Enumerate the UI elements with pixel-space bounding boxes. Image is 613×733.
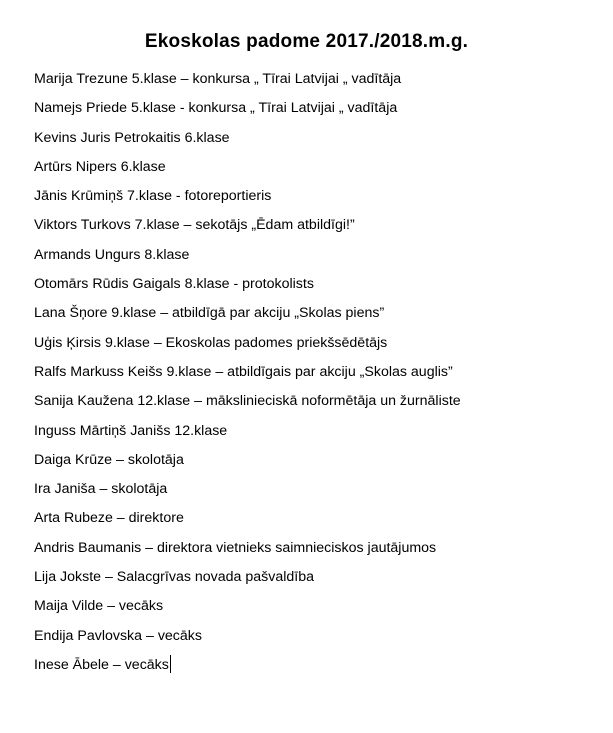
member-text: Otomārs Rūdis Gaigals 8.klase - protokolists bbox=[34, 276, 314, 293]
member-text: Armands Ungurs 8.klase bbox=[34, 246, 190, 263]
list-item bbox=[34, 566, 594, 595]
member-text: Uģis Ķirsis 9.klase – Ekoskolas padomes priekšsēdētājs bbox=[34, 334, 388, 351]
member-text: Lana Šņore 9.klase – atbildīgā par akciju „Skolas piens” bbox=[34, 305, 385, 322]
list-item bbox=[34, 390, 594, 419]
list-item bbox=[34, 244, 594, 273]
member-text: Andris Baumanis – direktora vietnieks saimnieciskos jautājumos bbox=[34, 539, 437, 556]
member-text: Jānis Krūmiņš 7.klase - fotoreportieris bbox=[34, 188, 272, 205]
list-item bbox=[34, 214, 594, 243]
member-text: Inguss Mārtiņš Janišs 12.klase bbox=[34, 422, 228, 439]
list-item bbox=[34, 420, 594, 449]
member-text: Ralfs Markuss Keišs 9.klase – atbildīgais par akciju „Skolas auglis” bbox=[34, 363, 453, 380]
member-text: Inese Ābele – vecāks bbox=[34, 656, 169, 673]
member-text: Daiga Krūze – skolotāja bbox=[34, 451, 184, 468]
member-text: Arta Rubeze – direktore bbox=[34, 510, 184, 527]
list-item bbox=[34, 625, 594, 654]
list-item bbox=[34, 68, 594, 97]
member-text: Viktors Turkovs 7.klase – sekotājs „Ēdam atbildīgi!” bbox=[34, 217, 355, 234]
member-text: Endija Pavlovska – vecāks bbox=[34, 627, 202, 644]
list-item bbox=[34, 361, 594, 390]
list-item bbox=[34, 302, 594, 331]
member-text: Namejs Priede 5.klase - konkursa „ Tīrai Latvijai „ vadītāja bbox=[34, 100, 398, 117]
list-item bbox=[34, 478, 594, 507]
list-item bbox=[34, 595, 594, 624]
document-title: Ekoskolas padome 2017./2018.m.g. bbox=[144, 31, 469, 52]
member-list bbox=[34, 68, 594, 683]
list-item bbox=[34, 273, 594, 302]
list-item bbox=[34, 156, 594, 185]
member-text: Sanija Kaužena 12.klase – mākslinieciskā noformētāja un žurnāliste bbox=[34, 393, 461, 410]
list-item bbox=[34, 185, 594, 214]
member-text: Maija Vilde – vecāks bbox=[34, 598, 164, 615]
list-item bbox=[34, 537, 594, 566]
list-item bbox=[34, 507, 594, 536]
list-item[interactable] bbox=[34, 654, 594, 683]
text-cursor bbox=[170, 655, 171, 673]
list-item bbox=[34, 449, 594, 478]
member-text: Artūrs Nipers 6.klase bbox=[34, 158, 166, 175]
member-text: Lija Jokste – Salacgrīvas novada pašvaldība bbox=[34, 569, 314, 586]
member-text: Ira Janiša – skolotāja bbox=[34, 481, 168, 498]
list-item bbox=[34, 127, 594, 156]
member-text: Kevins Juris Petrokaitis 6.klase bbox=[34, 129, 230, 146]
list-item bbox=[34, 97, 594, 126]
member-text: Marija Trezune 5.klase – konkursa „ Tīrai Latvijai „ vadītāja bbox=[34, 71, 402, 87]
list-item bbox=[34, 332, 594, 361]
